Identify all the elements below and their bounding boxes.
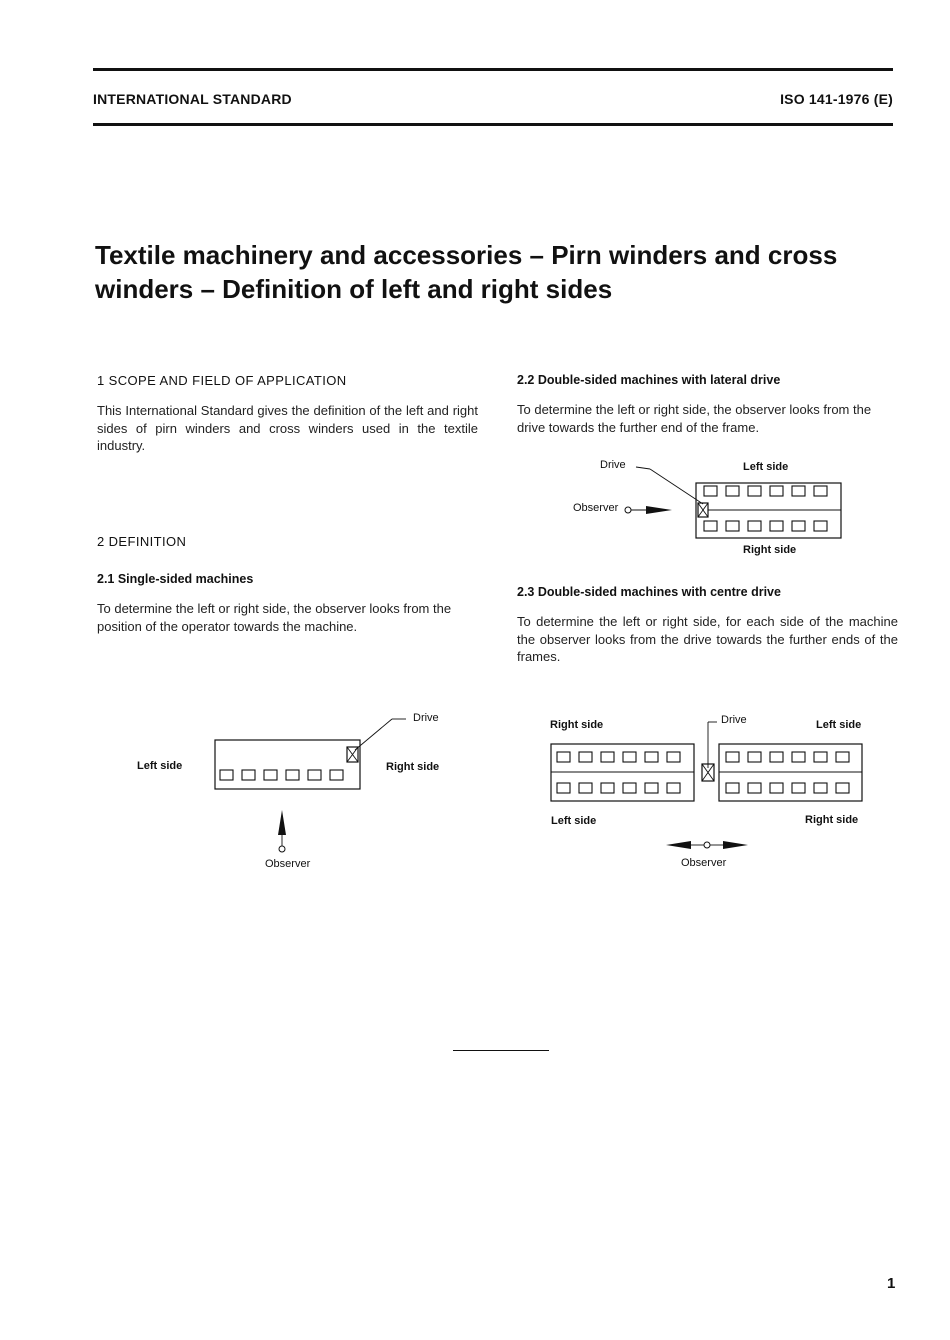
lateral-observer-label: Observer [573,502,619,514]
lateral-right-side-label: Right side [743,544,797,556]
section-1-heading: 1 SCOPE AND FIELD OF APPLICATION [97,373,347,388]
section-2-3-text: To determine the left or right side, for each side of the machine the observer looks from the drive towards the further ends of the frames. [517,614,898,664]
centre-top-right-label: Left side [816,719,862,731]
header-document-number: ISO 141-1976 (E) [780,91,893,107]
section-2-2-heading: 2.2 Double-sided machines with lateral drive [517,373,781,387]
header-standard-label: INTERNATIONAL STANDARD [93,91,292,107]
centre-bottom-left-label: Left side [551,815,597,827]
section-2-heading: 2 DEFINITION [97,534,187,549]
section-2-1-text: To determine the left or right side, the observer looks from the position of the operator towards the machine. [97,601,452,634]
title-line-1: Textile machinery and accessories – Pirn winders and cross [95,240,838,270]
figure-single-sided-drawing [130,705,460,875]
header-bottom-rule [93,123,893,126]
end-rule [453,1050,549,1051]
section-2-1-heading: 2.1 Single-sided machines [97,572,254,586]
centre-top-left-label: Right side [550,719,604,731]
figure-single-sided [130,705,460,875]
section-1-text: This International Standard gives the definition of the left and right sides of pirn winders and cross winders used in the textile industry. [97,403,478,453]
lateral-drive-label: Drive [600,459,626,471]
single-drive-label: Drive [413,712,439,724]
section-2-3-heading: 2.3 Double-sided machines with centre drive [517,585,781,599]
title-line-2: winders – Definition of left and right sides [95,274,613,304]
single-observer-label: Observer [265,858,311,870]
header-top-rule [93,68,893,71]
page-number: 1 [887,1275,896,1292]
document-title [95,238,895,306]
figure-centre-drive [545,708,875,878]
single-left-side-label: Left side [137,760,183,772]
centre-observer-label: Observer [681,857,727,869]
figure-lateral-drive [560,455,860,560]
lateral-left-side-label: Left side [743,461,789,473]
centre-drive-label: Drive [721,714,747,726]
centre-bottom-right-label: Right side [805,814,859,826]
figure-centre-drive-drawing [545,708,875,878]
single-right-side-label: Right side [386,761,440,773]
section-2-2-text: To determine the left or right side, the observer looks from the drive towards the further end of the frame. [517,402,872,435]
